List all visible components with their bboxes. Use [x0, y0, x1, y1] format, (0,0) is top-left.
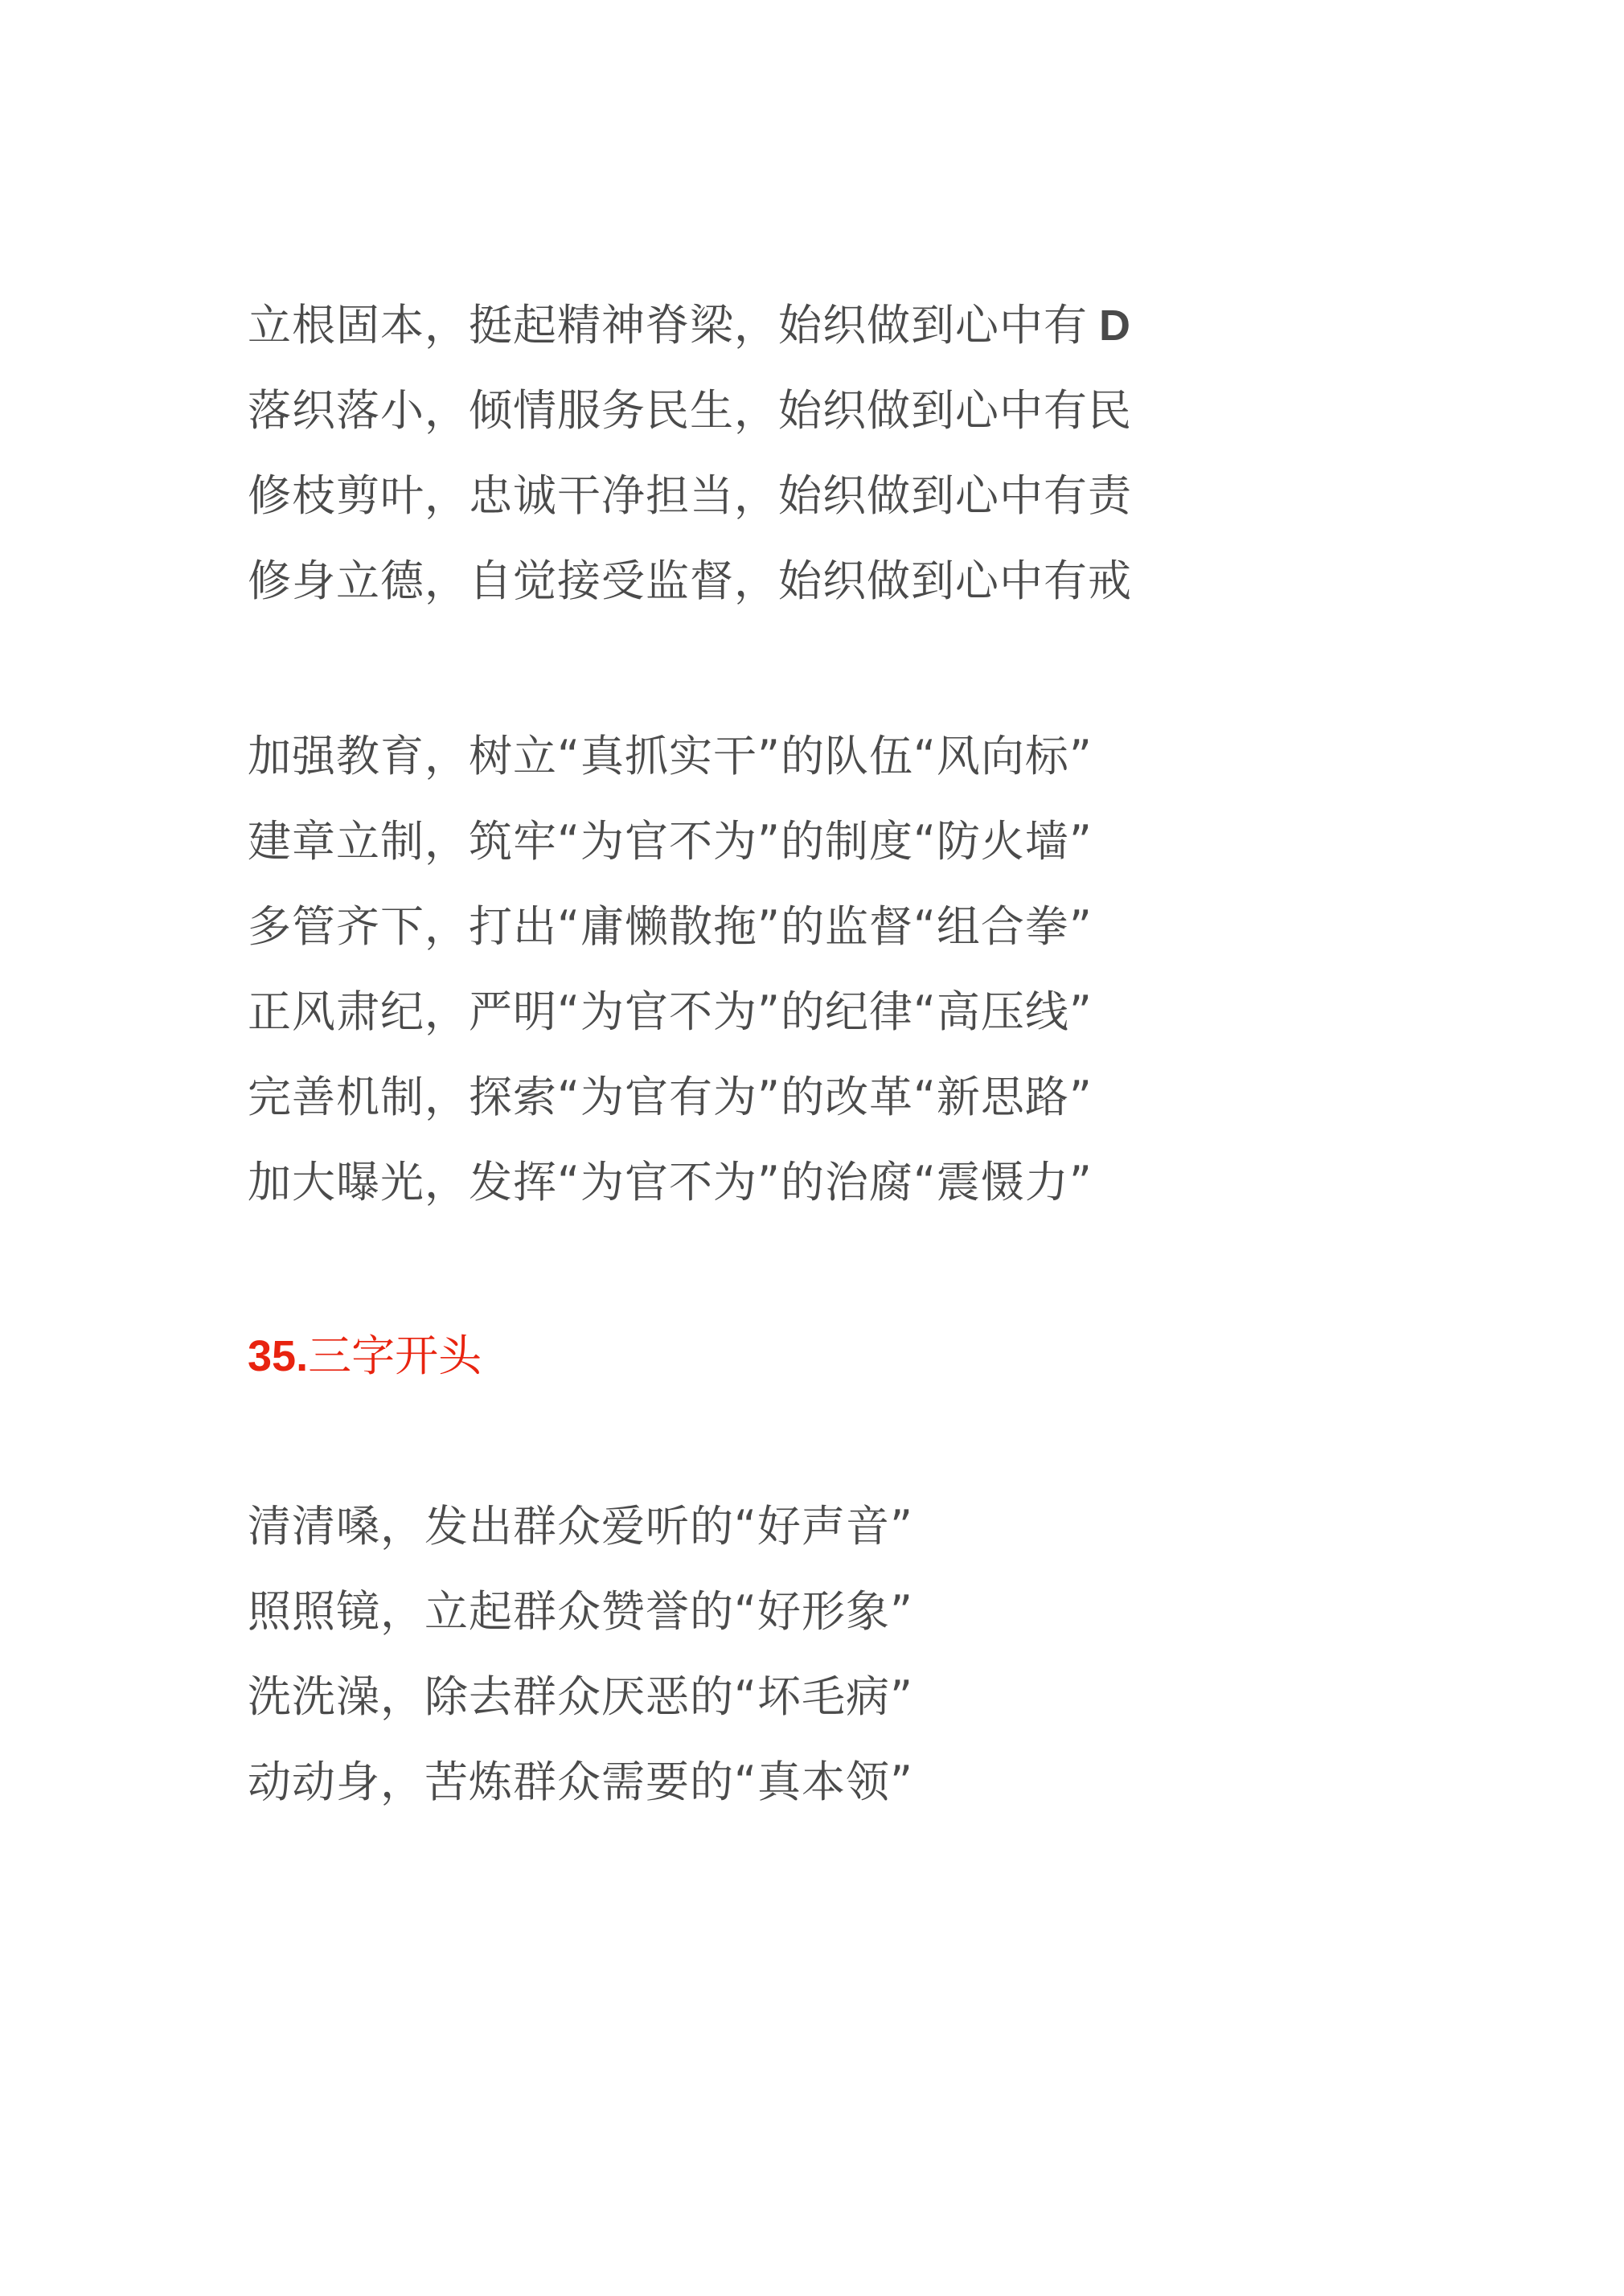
heading-title: 三字开头 — [308, 1330, 482, 1381]
text-line — [248, 368, 1132, 453]
text-line — [248, 453, 1132, 539]
heading-number: 35. — [248, 1332, 309, 1380]
text-line: 清清嗓，发出群众爱听的“好声音” — [248, 1501, 913, 1552]
line-text: 立根固本，挺起精神脊梁，始织做到心中有 — [248, 300, 1088, 351]
line-text: 落织落小，倾情服务民生，始织做到心中有民 — [248, 385, 1132, 436]
text-line — [248, 539, 1132, 624]
line-text: 修枝剪叶，忠诚干净担当，始织做到心中有责 — [248, 470, 1132, 521]
text-line: 多管齐下，打出“庸懒散拖”的监督“组合拳” — [248, 901, 1093, 952]
text-line — [248, 283, 1132, 368]
text-line: 建章立制，筑牢“为官不为”的制度“防火墙” — [248, 816, 1093, 867]
text-line: 完善机制，探索“为官有为”的改革“新思路” — [248, 1072, 1093, 1122]
text-line: 动动身，苦炼群众需要的“真本领” — [248, 1757, 913, 1807]
stanza-xin-zhong-you — [248, 283, 1132, 624]
line-text: 修身立德，自觉接受监督，始织做到心中有戒 — [248, 556, 1132, 606]
text-line: 照照镜，立起群众赞誉的“好形象” — [248, 1586, 913, 1637]
text-line: 正风肃纪，严明“为官不为”的纪律“高压线” — [248, 986, 1093, 1037]
stanza-wei-guan-bu-wei — [248, 714, 1093, 1225]
text-line: 洗洗澡，除去群众厌恶的“坏毛病” — [248, 1671, 913, 1722]
text-line: 加大曝光，发挥“为官不为”的治腐“震慑力” — [248, 1157, 1093, 1207]
line-suffix: D — [1099, 301, 1131, 350]
stanza-san-zi-kai-tou — [248, 1484, 913, 1825]
section-heading — [248, 1314, 482, 1399]
text-line: 加强教育，树立“真抓实干”的队伍“风向标” — [248, 731, 1093, 781]
